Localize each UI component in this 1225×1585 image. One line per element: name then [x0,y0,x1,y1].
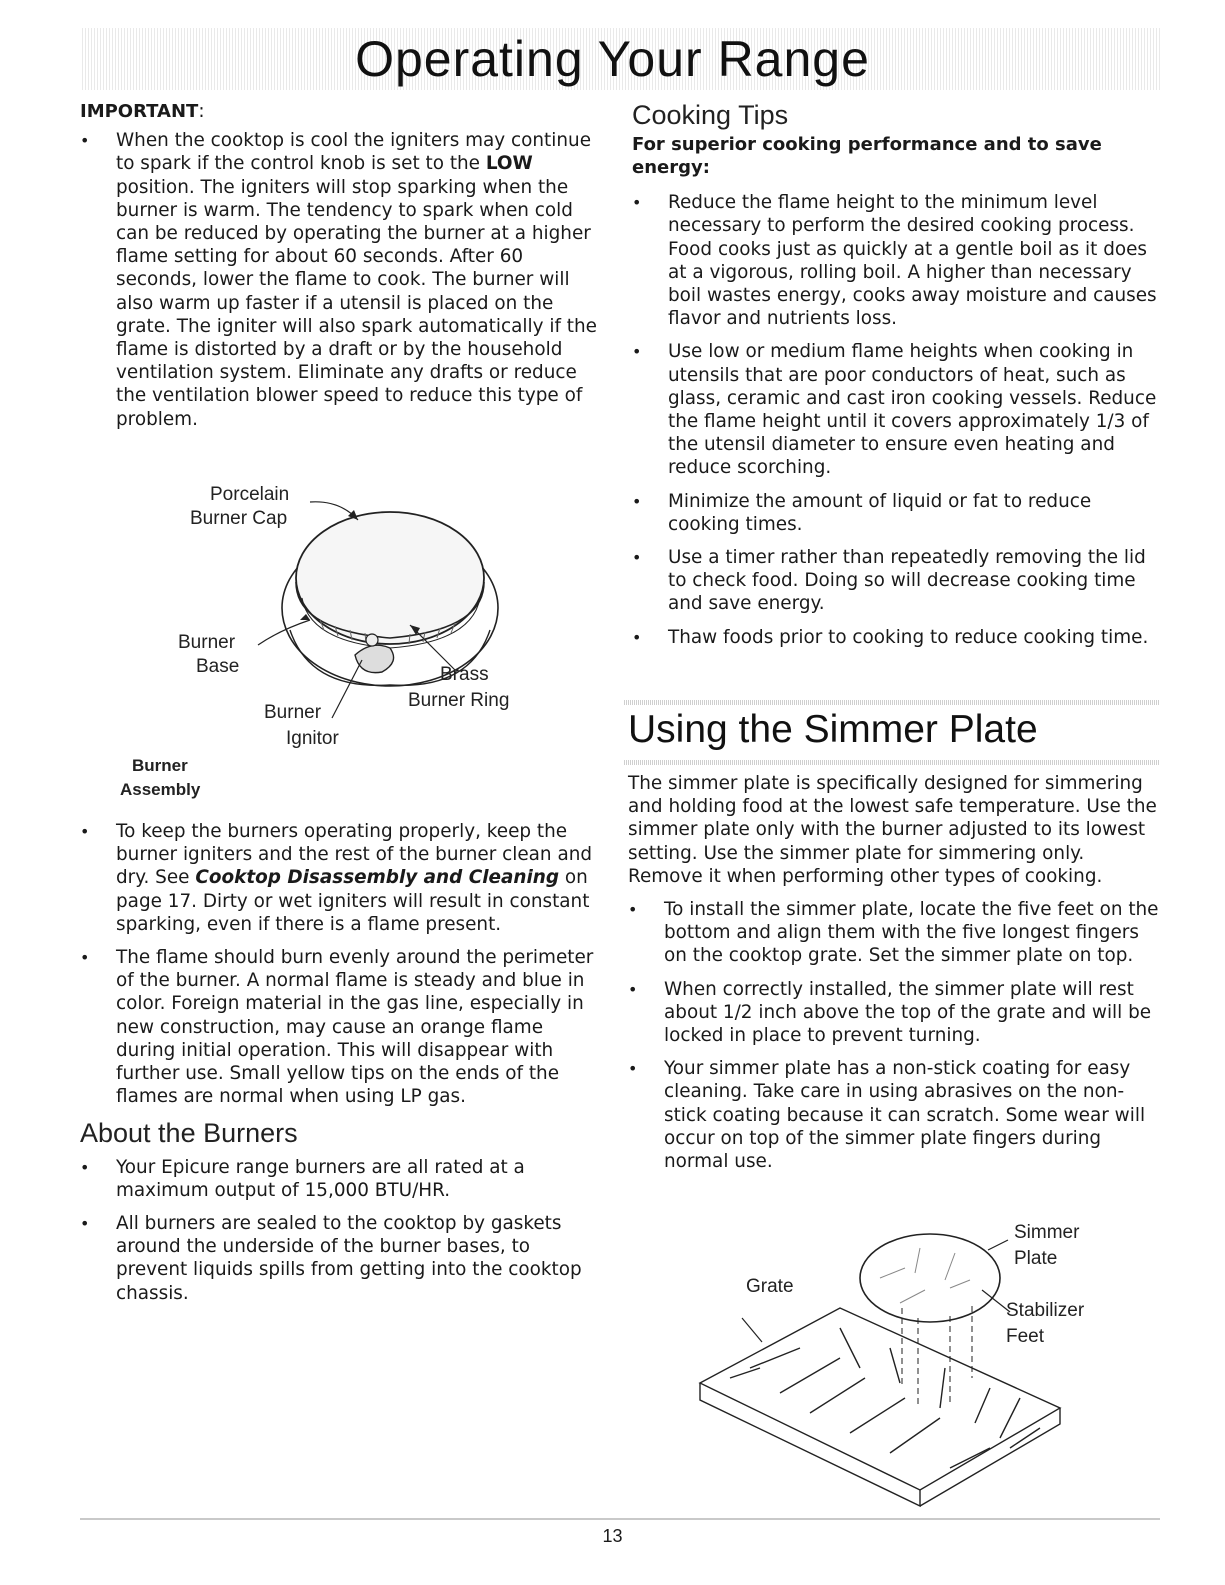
tip-bullet-2: • Use low or medium flame heights when cooking in utensils that are poor conductors of heat, such as glass, ceramic and cast iron cooking vessels. Reduce the flame height until it covers approximately 1/3 of the utensil diameter to ensure even heating and reduce scorching. [632,340,1162,479]
low-emphasis: LOW [485,153,533,175]
left-column [80,100,600,441]
about-bullet-1: • Your Epicure range burners are all rated at a maximum output of 15,000 BTU/HR. [80,1156,600,1202]
page-title: Operating Your Range [355,31,870,87]
tips-intro: For superior cooking performance and to save energy: [632,134,1102,179]
cleaning-reference: Cooktop Disassembly and Cleaning [195,867,560,889]
label-burner-base-1: Burner [178,632,236,653]
tip-bullet-3: • Minimize the amount of liquid or fat to reduce cooking times. [632,490,1162,536]
caption-burner: Burner [132,756,188,775]
bullet-keep-burners [80,820,600,936]
caption-assembly: Assembly [120,780,201,799]
label-burner-ring: Burner Ring [408,690,510,711]
footer-rule [80,1518,1160,1520]
simmer-bullet-3: • Your simmer plate has a non-stick coating for easy cleaning. Take care in using abrasives on the non-stick coating because it can scratch. Some wear will occur on top of the simmer plate fingers during normal use. [628,1057,1160,1173]
important-colon: : [198,101,205,122]
label-brass: Brass [440,664,489,685]
cooking-tips-heading: Cooking Tips [632,100,789,130]
page-number: 13 [602,1526,623,1546]
bullet-flame: • The flame should burn evenly around the perimeter of the burner. A normal flame is steady and blue in color. Foreign material in the gas line, especially in new construction, may cause an orange flame during initial operation. This will disappear with further use. Small yellow tips on the ends of the flames are normal when using LP gas. [80,946,600,1108]
simmer-bullet-2: • When correctly installed, the simmer plate will rest about 1/2 inch above the top of the grate and will be locked in place to prevent turning. [628,978,1160,1048]
simmer-bullet-1: • To install the simmer plate, locate the five feet on the bottom and align them with the five longest fingers on the cooktop grate. Set the simmer plate on top. [628,898,1160,968]
label-burner-base-2: Base [196,656,240,677]
simmer-intro: The simmer plate is specifically designed for simmering and holding food at the lowest safe temperature. Use the simmer plate only with the burner adjusted to its lowest setting. Use the simmer plate for simmering only. Remove it when performing other types of cooking. [628,773,1157,887]
label-stabilizer: Stabilizer [1006,1300,1085,1321]
simmer-heading: Using the Simmer Plate [628,708,1038,751]
important-text-2: position. The igniters will stop sparking when the burner is warm. The tendency to spark when cold can be reduced by operating the burner at a higher flame setting for about 60 seconds. After 60 seconds, lower the flame to cook. The burner will also warm up faster if a utensil is placed on the grate. The igniter will also spark automatically if the flame is distorted by a draft or by the household ventilation system. Eliminate any drafts or reduce the ventilation blower speed to reduce this type of problem. [116,176,597,430]
simmer-rule-bottom [624,760,1160,765]
label-porcelain: Porcelain [210,484,290,505]
important-text-1: When the cooktop is cool the igniters may continue to spark if the control knob is set to the [116,130,592,175]
simmer-rule-top [624,700,1160,705]
label-feet: Feet [1006,1326,1045,1347]
simmer-section [628,772,1160,1183]
tip-bullet-4: • Use a timer rather than repeatedly removing the lid to check food. Doing so will decrease cooking time and save energy. [632,546,1162,616]
important-bullet [80,129,600,431]
tip-bullet-5: • Thaw foods prior to cooking to reduce cooking time. [632,626,1162,649]
label-simmer: Simmer [1014,1222,1080,1243]
tip-bullet-1: • Reduce the flame height to the minimum level necessary to perform the desired cooking process. Food cooks just as quickly at a gentle boil as it does at a vigorous, rolling boil. A higher than necessary boil wastes energy, cooks away moisture and causes flavor and nutrients loss. [632,191,1162,330]
burner-assembly-diagram [110,480,550,810]
label-burner-cap: Burner Cap [190,508,288,529]
label-grate: Grate [746,1276,794,1297]
important-label: IMPORTANT [80,101,199,122]
right-column [632,100,1162,659]
left-column-lower [80,820,600,1315]
keep-text-1: To keep the burners operating properly, keep the burner igniters and the rest of the burner clean and dry. See [116,821,593,889]
label-ignitor-1: Burner [264,702,322,723]
label-ignitor-2: Ignitor [286,728,339,749]
label-plate: Plate [1014,1248,1058,1269]
simmer-plate-diagram [690,1218,1110,1508]
about-bullet-2: • All burners are sealed to the cooktop by gaskets around the underside of the burner bases, to prevent liquids spills from getting into the cooktop chassis. [80,1212,600,1305]
keep-text-2: on page 17. Dirty or wet igniters will result in constant sparking, even if there is a flame present. [116,867,590,935]
about-burners-heading: About the Burners [80,1118,298,1149]
